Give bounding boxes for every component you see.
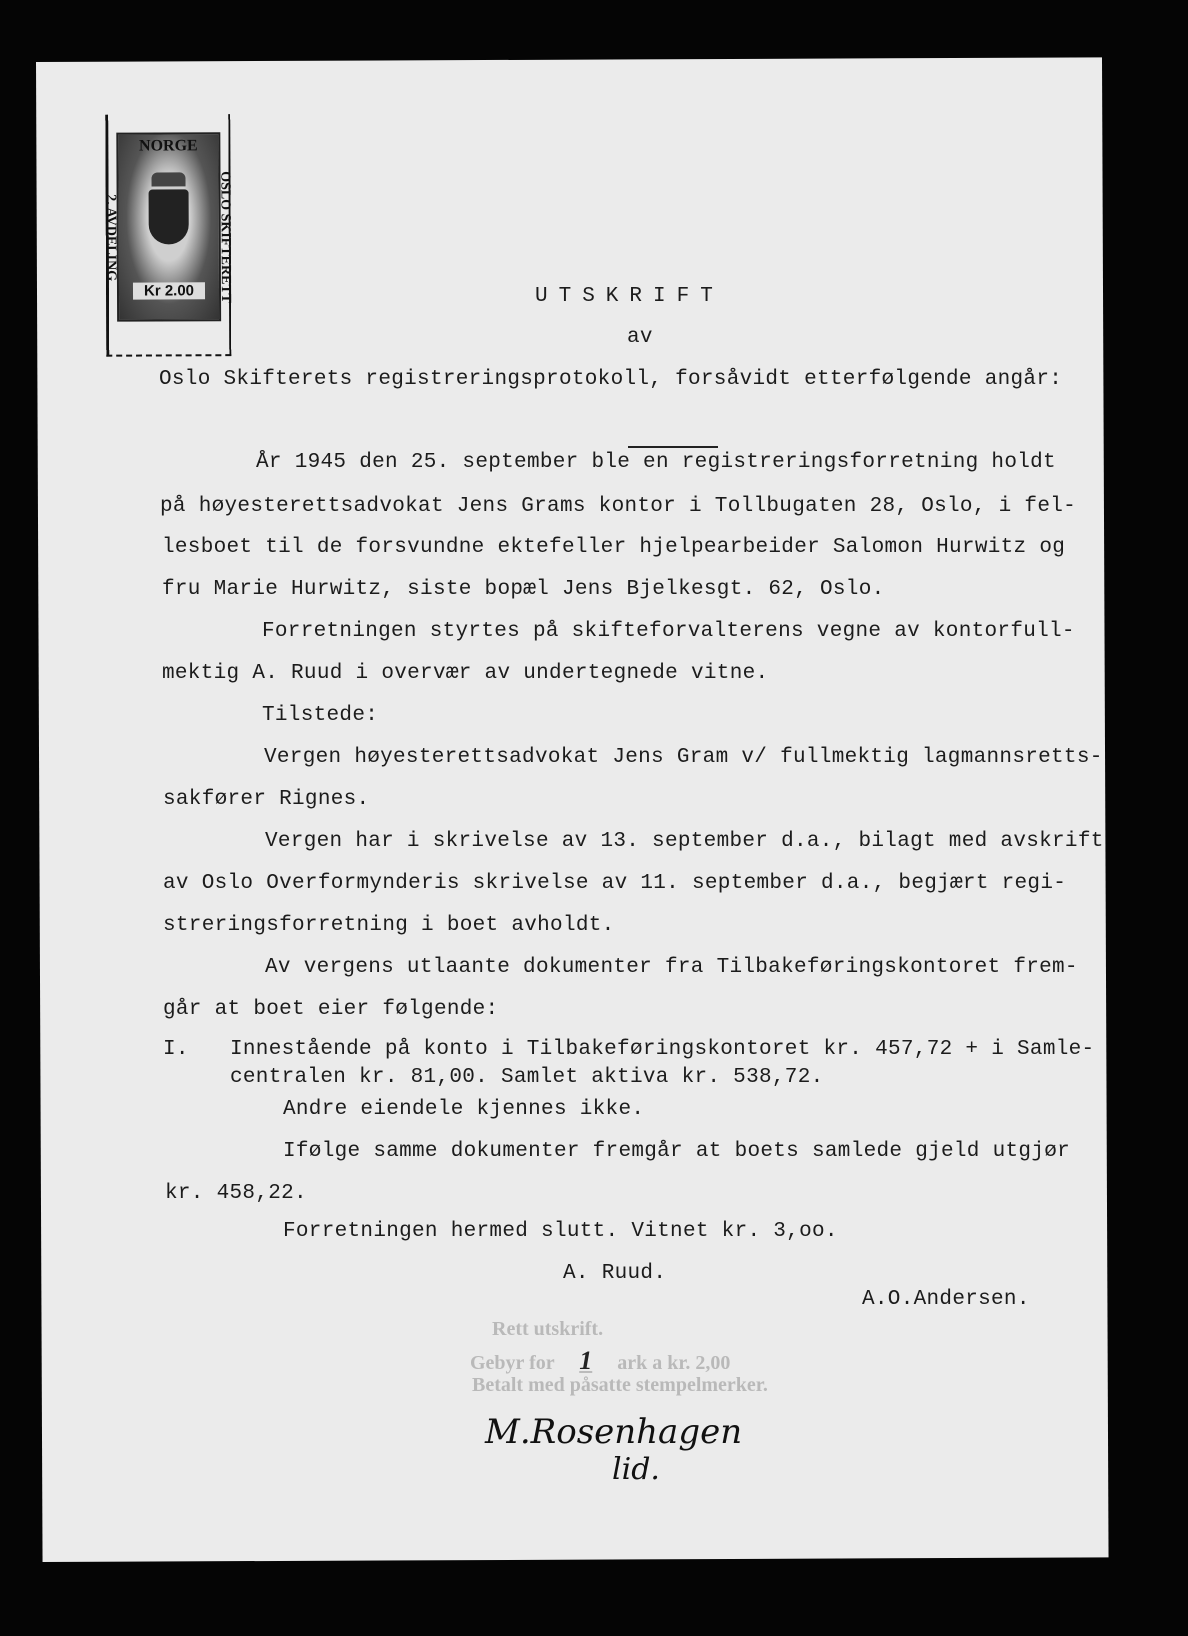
closing-line: Forretningen hermed slutt. Vitnet kr. 3,oo. xyxy=(283,1220,838,1243)
title-sub: av xyxy=(627,326,653,349)
divider xyxy=(628,446,718,448)
subject-line: Oslo Skifterets registreringsprotokoll, forsåvidt etterfølgende angår: xyxy=(159,368,1063,391)
handwritten-signature: M.Rosenhagen xyxy=(485,1412,743,1452)
coat-of-arms-icon xyxy=(149,189,189,244)
item-line: centralen kr. 81,00. Samlet aktiva kr. 538,72. xyxy=(230,1066,824,1089)
stamp-value: Kr 2.00 xyxy=(133,282,205,299)
body-line: sakfører Rignes. xyxy=(163,788,370,811)
body-line: lesboet til de forsvundne ektefeller hjelpearbeider Salomon Hurwitz og xyxy=(162,536,1066,559)
body-line: av Oslo Overformynderis skrivelse av 11. september d.a., begjært regi- xyxy=(163,872,1067,895)
body-line: Vergen har i skrivelse av 13. september d.a., bilagt med avskrift xyxy=(265,830,1104,853)
body-line: går at boet eier følgende: xyxy=(163,998,499,1021)
body-line: Forretningen styrtes på skifteforvalterens vegne av kontorfull- xyxy=(262,620,1075,643)
cert-line-2 xyxy=(470,1346,730,1376)
stamp-country: NORGE xyxy=(138,137,198,155)
body-line: på høyesterettsadvokat Jens Grams kontor i Tollbugaten 28, Oslo, i fel- xyxy=(160,495,1077,518)
body-line: mektig A. Ruud i overvær av undertegnede vitne. xyxy=(162,662,769,685)
signatory-ruud: A. Ruud. xyxy=(563,1262,667,1285)
crown-icon xyxy=(151,172,185,186)
cert-line-1: Rett utskrift. xyxy=(492,1318,604,1340)
stamp-overprint-left: 2. AVDELING xyxy=(103,194,119,282)
item-number: I. xyxy=(163,1038,189,1061)
signatory-andersen: A.O.Andersen. xyxy=(862,1288,1030,1311)
stamp-image xyxy=(103,132,233,321)
body-line: År 1945 den 25. september ble en registreringsforretning holdt xyxy=(256,451,1056,474)
cert-line-3: Betalt med påsatte stempelmerker. xyxy=(472,1374,768,1396)
document-title: UTSKRIFT xyxy=(535,285,724,308)
cert-prefix: Gebyr for xyxy=(470,1352,555,1374)
item-line: Innestående på konto i Tilbakeføringskontoret kr. 457,72 + i Samle- xyxy=(230,1038,1095,1061)
closing-line: kr. 458,22. xyxy=(165,1182,307,1205)
stamp-overprint-right: OSLO SKIFTERETT xyxy=(217,171,233,304)
body-line: fru Marie Hurwitz, siste bopæl Jens Bjelkesgt. 62, Oslo. xyxy=(162,578,885,601)
cert-suffix: ark a kr. 2,00 xyxy=(617,1352,731,1374)
closing-line: Ifølge samme dokumenter fremgår at boets samlede gjeld utgjør xyxy=(283,1140,1071,1163)
cert-sheets: 1 xyxy=(579,1346,593,1375)
closing-line: Andre eiendele kjennes ikke. xyxy=(283,1098,645,1121)
body-line: Tilstede: xyxy=(262,704,379,727)
signature-title: lid. xyxy=(612,1452,660,1487)
revenue-stamp xyxy=(105,114,231,357)
body-line: Vergen høyesterettsadvokat Jens Gram v/ fullmektig lagmannsretts- xyxy=(264,746,1103,769)
body-line: Av vergens utlaante dokumenter fra Tilbakeføringskontoret frem- xyxy=(265,956,1078,979)
body-line: streringsforretning i boet avholdt. xyxy=(163,914,615,937)
